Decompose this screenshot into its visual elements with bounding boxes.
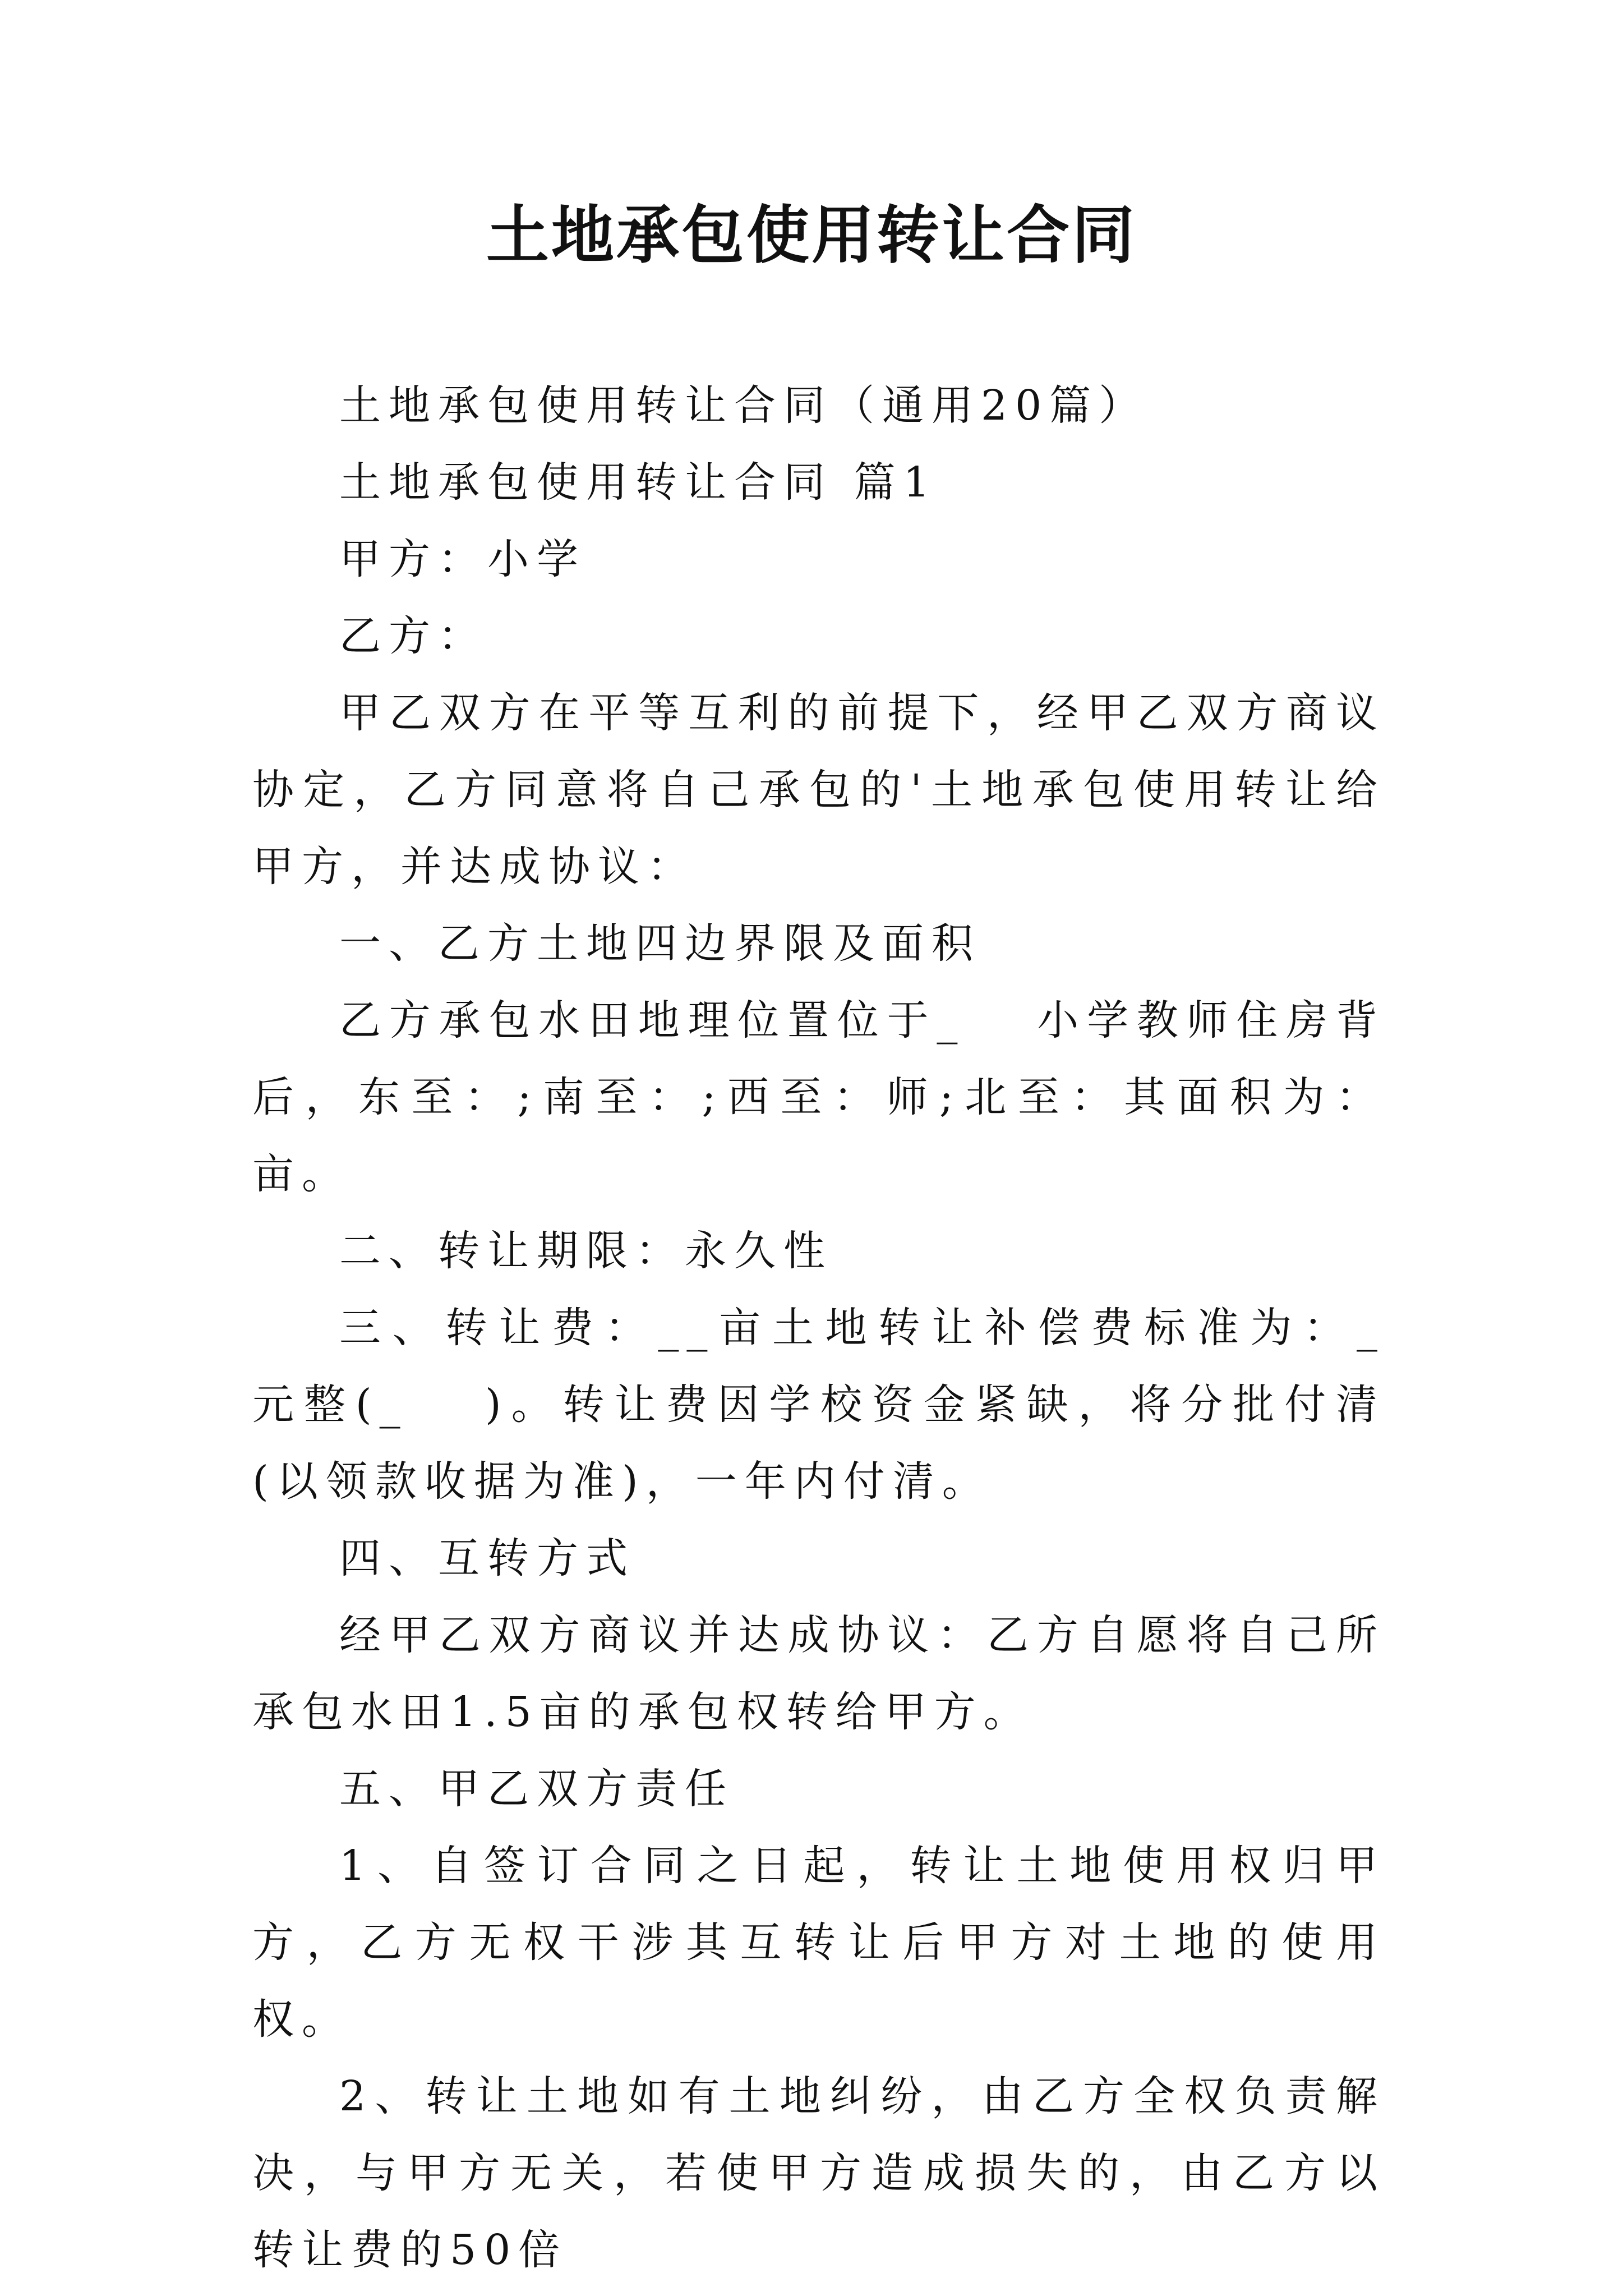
document-title: 土地承包使用转让合同 — [486, 199, 1137, 272]
paragraph-section-heading: 土地承包使用转让合同 篇1 — [339, 458, 938, 507]
paragraph-clause-5-item-2: 2、转让土地如有土地纠纷，由乙方全权负责解决，与甲方无关，若使甲方造成损失的，由乙方以转让费的50倍 — [252, 2072, 1385, 2274]
paragraph-subtitle: 土地承包使用转让合同（通用20篇） — [339, 381, 1149, 430]
paragraph-clause-5-heading: 五、甲乙双方责任 — [339, 1765, 734, 1813]
paragraph-preamble: 甲乙双方在平等互利的前提下，经甲乙双方商议协定，乙方同意将自己承包的'土地承包使用转让给甲方，并达成协议： — [252, 689, 1385, 891]
paragraph-clause-1-heading: 一、乙方土地四边界限及面积 — [339, 919, 981, 968]
paragraph-clause-1-body: 乙方承包水田地理位置位于_ 小学教师住房背后，东至：;南至：;西至：师;北至：其面积为：亩。 — [252, 996, 1385, 1198]
paragraph-clause-5-item-1: 1、自签订合同之日起，转让土地使用权归甲方，乙方无权干涉其互转让后甲方对土地的使用权。 — [252, 1842, 1385, 2044]
paragraph-party-a: 甲方：小学 — [339, 535, 586, 583]
paragraph-clause-4-heading: 四、互转方式 — [339, 1534, 635, 1582]
paragraph-clause-2: 二、转让期限：永久性 — [339, 1227, 833, 1275]
paragraph-party-b: 乙方： — [339, 612, 487, 660]
document-body — [252, 367, 1527, 2289]
paragraph-clause-3: 三、转让费：__亩土地转让补偿费标准为：_ 元整(_ )。转让费因学校资金紧缺，将分批付清(以领款收据为准)，一年内付清。 — [252, 1304, 1527, 1506]
paragraph-clause-4-body: 经甲乙双方商议并达成协议：乙方自愿将自己所承包水田1.5亩的承包权转给甲方。 — [252, 1611, 1385, 1736]
